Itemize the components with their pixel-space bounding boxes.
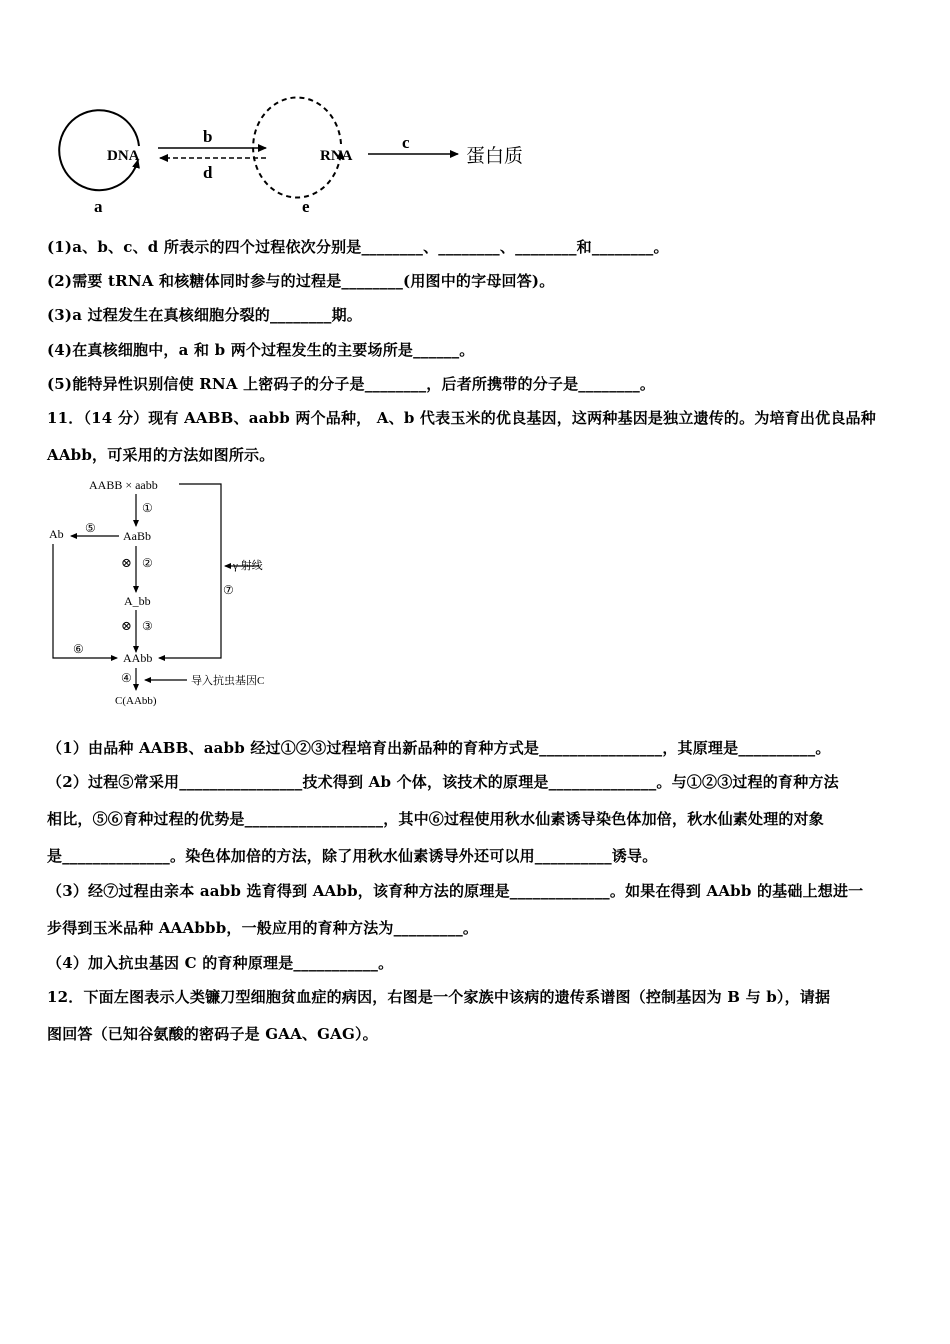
step7-label: ⑦ xyxy=(223,583,234,597)
step2-label: ② xyxy=(142,556,153,570)
central-dogma-diagram xyxy=(50,96,560,218)
q10-line-4: (4)在真核细胞中，a 和 b 两个过程发生的主要场所是______。 xyxy=(47,341,475,359)
f2-label: A_bb xyxy=(124,594,151,608)
step6-path xyxy=(53,544,117,658)
label-e: e xyxy=(302,197,310,216)
q10-line-3: (3)a 过程发生在真核细胞分裂的________期。 xyxy=(47,306,362,324)
q12-line-1: 12．下面左图表示人类镰刀型细胞贫血症的病因，右图是一个家族中该病的遗传系谱图（控制基因为 B 与 b），请据 xyxy=(47,988,831,1006)
selfing-symbol-2: ⊗ xyxy=(121,555,132,570)
label-d: d xyxy=(203,163,213,182)
selfing-symbol-3: ⊗ xyxy=(121,618,132,633)
label-a: a xyxy=(94,197,103,216)
gamma-label: γ 射线 xyxy=(233,560,263,572)
step7-path xyxy=(159,484,221,658)
q10-line-5: (5)能特异性识别信使 RNA 上密码子的分子是________，后者所携带的分子是________。 xyxy=(47,375,656,393)
q10-line-2: (2)需要 tRNA 和核糖体同时参与的过程是________(用图中的字母回答)。 xyxy=(47,272,555,290)
step5-label: ⑤ xyxy=(85,521,96,535)
target-label: AAbb xyxy=(123,651,153,665)
final-label: C(AAbb) xyxy=(115,695,157,707)
q11-part-2-line-1: （2）过程⑤常采用________________技术得到 Ab 个体，该技术的原理是______________。与①②③过程的育种方法 xyxy=(47,773,839,791)
q12-line-2: 图回答（已知谷氨酸的密码子是 GAA、GAG）。 xyxy=(47,1025,378,1043)
rna-label: RNA xyxy=(320,148,353,164)
step3-label: ③ xyxy=(142,619,153,633)
step6-label: ⑥ xyxy=(73,642,84,656)
insert-label: 导入抗虫基因C xyxy=(191,675,265,687)
q11-part-2-line-3: 是______________。染色体加倍的方法，除了用秋水仙素诱导外还可以用__________诱导。 xyxy=(47,847,658,865)
step1-label: ① xyxy=(142,501,153,515)
dna-label: DNA xyxy=(107,148,140,164)
f1-label: AaBb xyxy=(123,529,151,543)
ab-label: Ab xyxy=(49,527,64,541)
q11-part-1: （1）由品种 AABB、aabb 经过①②③过程培育出新品种的育种方式是________________，其原理是__________。 xyxy=(47,739,831,757)
q10-line-1: (1)a、b、c、d 所表示的四个过程依次分别是________、________、________和________。 xyxy=(47,238,669,256)
step4-label: ④ xyxy=(121,671,132,685)
breeding-diagram xyxy=(45,472,305,712)
q11-part-4: （4）加入抗虫基因 C 的育种原理是___________。 xyxy=(47,954,394,972)
q11-part-3-line-1: （3）经⑦过程由亲本 aabb 选育得到 AAbb，该育种方法的原理是_____________。如果在得到 AAbb 的基础上想进一 xyxy=(47,882,864,900)
q11-header-line-2: AAbb，可采用的方法如图所示。 xyxy=(47,446,275,464)
label-b: b xyxy=(203,127,213,146)
parents-label: AABB × aabb xyxy=(89,478,158,492)
protein-label: 蛋白质 xyxy=(466,146,524,167)
q11-part-3-line-2: 步得到玉米品种 AAAbbb，一般应用的育种方法为_________。 xyxy=(47,919,479,937)
label-c: c xyxy=(402,133,410,152)
q11-part-2-line-2: 相比，⑤⑥育种过程的优势是__________________，其中⑥过程使用秋水仙素诱导染色体加倍，秋水仙素处理的对象 xyxy=(47,810,825,828)
q11-header-line-1: 11．（14 分）现有 AABB、aabb 两个品种， A、b 代表玉米的优良基因，这两种基因是独立遗传的。为培育出优良品种 xyxy=(47,409,876,427)
